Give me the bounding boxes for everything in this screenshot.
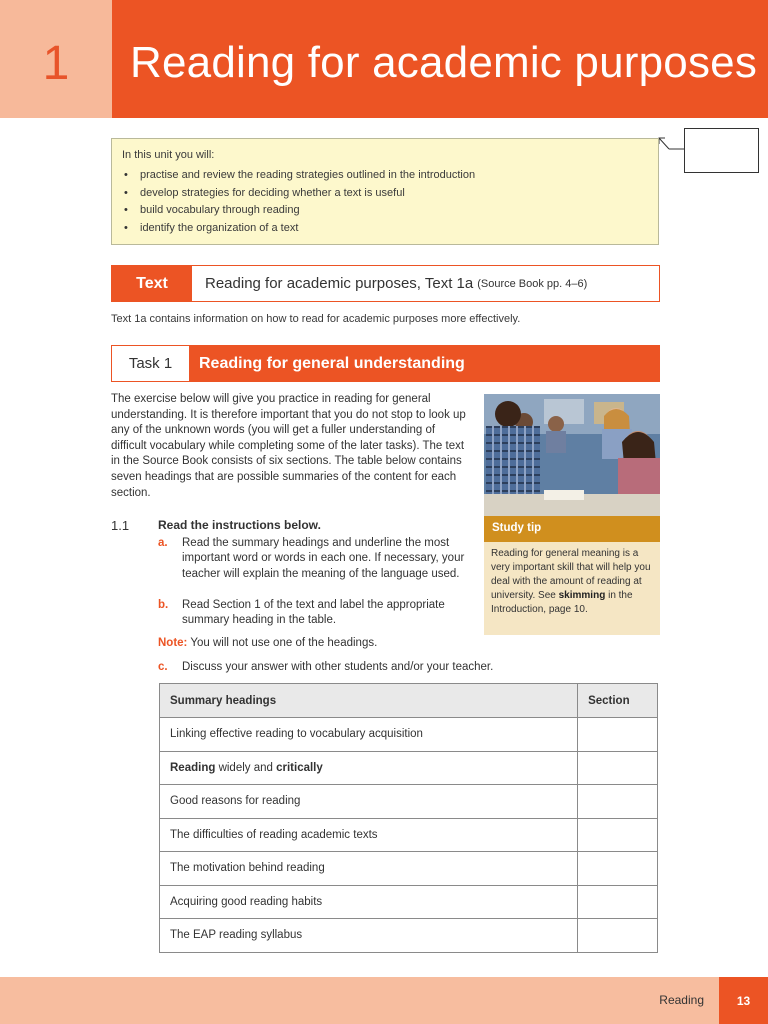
column-header-summary: Summary headings	[160, 684, 578, 718]
summary-heading-cell: Linking effective reading to vocabulary acquisition	[160, 718, 578, 752]
table-row	[160, 718, 658, 752]
annotation-arrow-icon	[656, 132, 686, 154]
summary-headings-table	[159, 683, 658, 953]
unit-number: 1	[42, 37, 70, 90]
section-answer-cell[interactable]	[578, 919, 658, 953]
heading-bold-word: critically	[276, 761, 323, 774]
table-row	[160, 852, 658, 886]
study-tip-body	[484, 542, 660, 635]
study-tip-text-before: Reading for general meaning is a very important skill that will help you deal with the amount of reading at university. See	[491, 548, 651, 601]
task-heading	[111, 345, 660, 382]
text-source: (Source Book pp. 4–6)	[477, 277, 588, 290]
objectives-intro: In this unit you will:	[122, 149, 215, 161]
text-intro: Text 1a contains information on how to read for academic purposes more effectively.	[111, 313, 521, 325]
text-heading	[111, 265, 660, 302]
note-text: You will not use one of the headings.	[187, 637, 378, 649]
section-answer-cell[interactable]	[578, 785, 658, 819]
annotation-box	[684, 128, 759, 173]
table-row	[160, 751, 658, 785]
summary-heading-cell: Acquiring good reading habits	[160, 885, 578, 919]
summary-heading-cell	[160, 751, 578, 785]
exercise-item-letter: a.	[158, 537, 168, 549]
unit-number-block	[0, 0, 112, 118]
exercise-item-text: Discuss your answer with other students and/or your teacher.	[182, 661, 494, 673]
exercise-item-text: Read the summary headings and underline the most important word or words in each one. If necessary, your teacher will explain the meaning of the language used.	[182, 537, 465, 580]
summary-heading-cell: The EAP reading syllabus	[160, 919, 578, 953]
page-footer	[0, 977, 768, 1024]
summary-heading-cell: Good reasons for reading	[160, 785, 578, 819]
exercise-item-text: Read Section 1 of the text and label the appropriate summary heading in the table.	[182, 599, 445, 627]
footer-section-label: Reading	[659, 993, 704, 1007]
table-row	[160, 885, 658, 919]
study-tip-heading: Study tip	[484, 516, 660, 542]
exercise-item-b	[158, 598, 472, 629]
text-title: Reading for academic purposes, Text 1a	[205, 275, 474, 292]
exercise-title: Read the instructions below.	[158, 518, 321, 532]
table-row	[160, 818, 658, 852]
exercise-number: 1.1	[111, 518, 130, 533]
exercise-note	[158, 637, 377, 649]
summary-heading-cell: The motivation behind reading	[160, 852, 578, 886]
table-header-row	[160, 684, 658, 718]
heading-bold-word: Reading	[170, 761, 216, 774]
students-reading-photo	[484, 394, 660, 516]
study-tip-keyword: skimming	[558, 590, 606, 601]
study-tip-text-after: in the Introduction, page 10.	[491, 590, 633, 615]
task-label: Task 1	[112, 346, 189, 381]
unit-objectives	[111, 138, 659, 245]
task-paragraph: The exercise below will give you practice in reading for general understanding. It is therefore important that you do not stop to look up any of the unknown words (you will get a fuller understanding of difficult vocabulary while completing some of the later tasks). The text in the Source Book consists of six sections. The table below contains seven headings that are possible summaries of the content for each section.	[111, 393, 466, 499]
classroom-image	[484, 394, 660, 516]
table-row	[160, 785, 658, 819]
summary-heading-cell: The difficulties of reading academic texts	[160, 818, 578, 852]
objective-item: • develop strategies for deciding whether a text is useful	[122, 185, 648, 203]
heading-plain-text: widely and	[215, 761, 277, 774]
unit-title-bar	[112, 0, 768, 118]
section-answer-cell[interactable]	[578, 751, 658, 785]
section-answer-cell[interactable]	[578, 852, 658, 886]
note-label: Note:	[158, 637, 188, 649]
objective-item: • build vocabulary through reading	[122, 202, 648, 220]
objectives-list	[122, 167, 648, 237]
section-answer-cell[interactable]	[578, 818, 658, 852]
exercise-item-c	[158, 660, 542, 675]
column-header-section: Section	[578, 684, 658, 718]
unit-title: Reading for academic purposes	[130, 38, 758, 87]
table-row	[160, 919, 658, 953]
section-answer-cell[interactable]	[578, 885, 658, 919]
objective-item: • identify the organization of a text	[122, 220, 648, 238]
exercise-item-letter: c.	[158, 661, 168, 673]
exercise-item-a	[158, 536, 472, 582]
section-answer-cell[interactable]	[578, 718, 658, 752]
text-title-wrap	[192, 266, 659, 301]
exercise-item-letter: b.	[158, 599, 169, 611]
text-label: Text	[112, 266, 192, 301]
page-number: 13	[719, 977, 768, 1024]
task-title: Reading for general understanding	[189, 346, 659, 381]
objective-item: • practise and review the reading strategies outlined in the introduction	[122, 167, 648, 185]
